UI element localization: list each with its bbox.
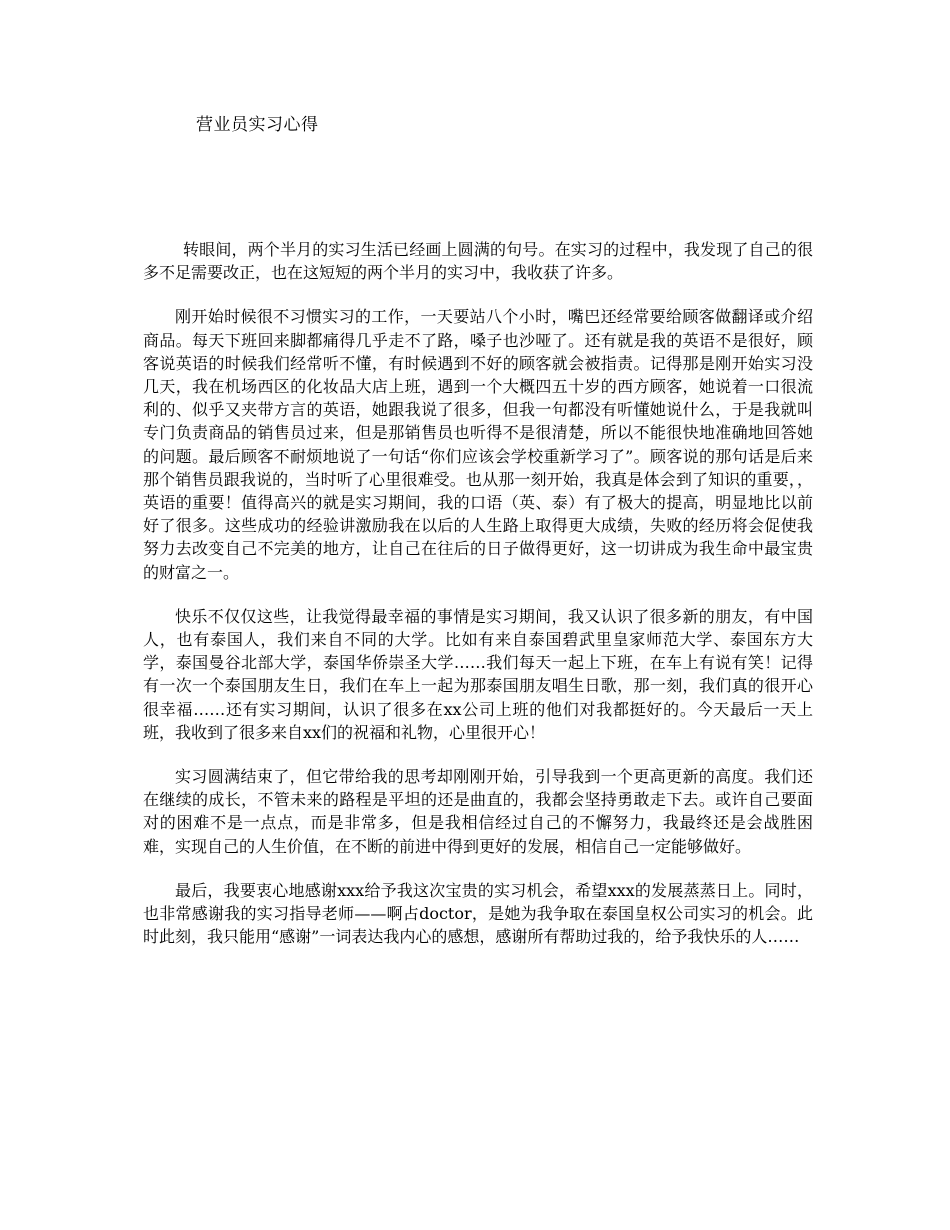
document-title: 营业员实习心得 (196, 115, 319, 135)
paragraph-friends: 快乐不仅仅这些，让我觉得最幸福的事情是实习期间，我又认识了很多新的朋友，有中国人，也有泰国人，我们来自不同的大学。比如有来自泰国碧武里皇家师范大学、泰国东方大学，泰国曼谷北部大学，泰国华侨崇圣大学……我们每天一起上下班，在车上有说有笑！记得有一次一个泰国朋友生日，我们在车上一起为那泰国朋友唱生日歌，那一刻，我们真的很开心很幸福……还有实习期间，认识了很多在xx公司上班的他们对我都挺好的。今天最后一天上班，我收到了很多来自xx们的祝福和礼物，心里很开心！ (143, 606, 813, 742)
paragraph-thanks: 最后，我要衷心地感谢xxx给予我这次宝贵的实习机会，希望xxx的发展蒸蒸日上。同时，也非常感谢我的实习指导老师——啊占doctor，是她为我争取在泰国皇权公司实习的机会。此时此刻，我只能用“感谢”一词表达我内心的感想，感谢所有帮助过我的，给予我快乐的人…… (143, 880, 813, 947)
paragraph-early-difficulties: 刚开始时候很不习惯实习的工作，一天要站八个小时，嘴巴还经常要给顾客做翻译或介绍商品。每天下班回来脚都痛得几乎走不了路，嗓子也沙哑了。还有就是我的英语不是很好，顾客说英语的时候我们经常听不懂，有时候遇到不好的顾客就会被指责。记得那是刚开始实习没几天，我在机场西区的化妆品大店上班，遇到一个大概四五十岁的西方顾客，她说着一口很流利的、似乎又夹带方言的英语，她跟我说了很多，但我一句都没有听懂她说什么，于是我就叫专门负责商品的销售员过来，但是那销售员也听得不是很清楚，所以不能很快地准确地回答她的问题。最后顾客不耐烦地说了一句话“你们应该会学校重新学习了”。顾客说的那句话是后来那个销售员跟我说的，当时听了心里很难受。也从那一刻开始，我真是体会到了知识的重要，，英语的重要！值得高兴的就是实习期间，我的口语（英、泰）有了极大的提高，明显地比以前好了很多。这些成功的经验讲激励我在以后的人生路上取得更大成绩，失败的经历将会促使我努力去改变自己不完美的地方，让自己在往后的日子做得更好，这一切讲成为我生命中最宝贵的财富之一。 (143, 307, 813, 582)
paragraph-intro: 转眼间，两个半月的实习生活已经画上圆满的句号。在实习的过程中，我发现了自己的很多不足需要改正，也在这短短的两个半月的实习中，我收获了许多。 (143, 240, 813, 283)
paragraph-reflection: 实习圆满结束了，但它带给我的思考却刚刚开始，引导我到一个更高更新的高度。我们还在继续的成长，不管未来的路程是平坦的还是曲直的，我都会坚持勇敢走下去。或许自己要面对的困难不是一点点，而是非常多，但是我相信经过自己的不懈努力，我最终还是会战胜困难，实现自己的人生价值，在不断的前进中得到更好的发展，相信自己一定能够做好。 (143, 767, 813, 856)
document-body (143, 238, 813, 969)
